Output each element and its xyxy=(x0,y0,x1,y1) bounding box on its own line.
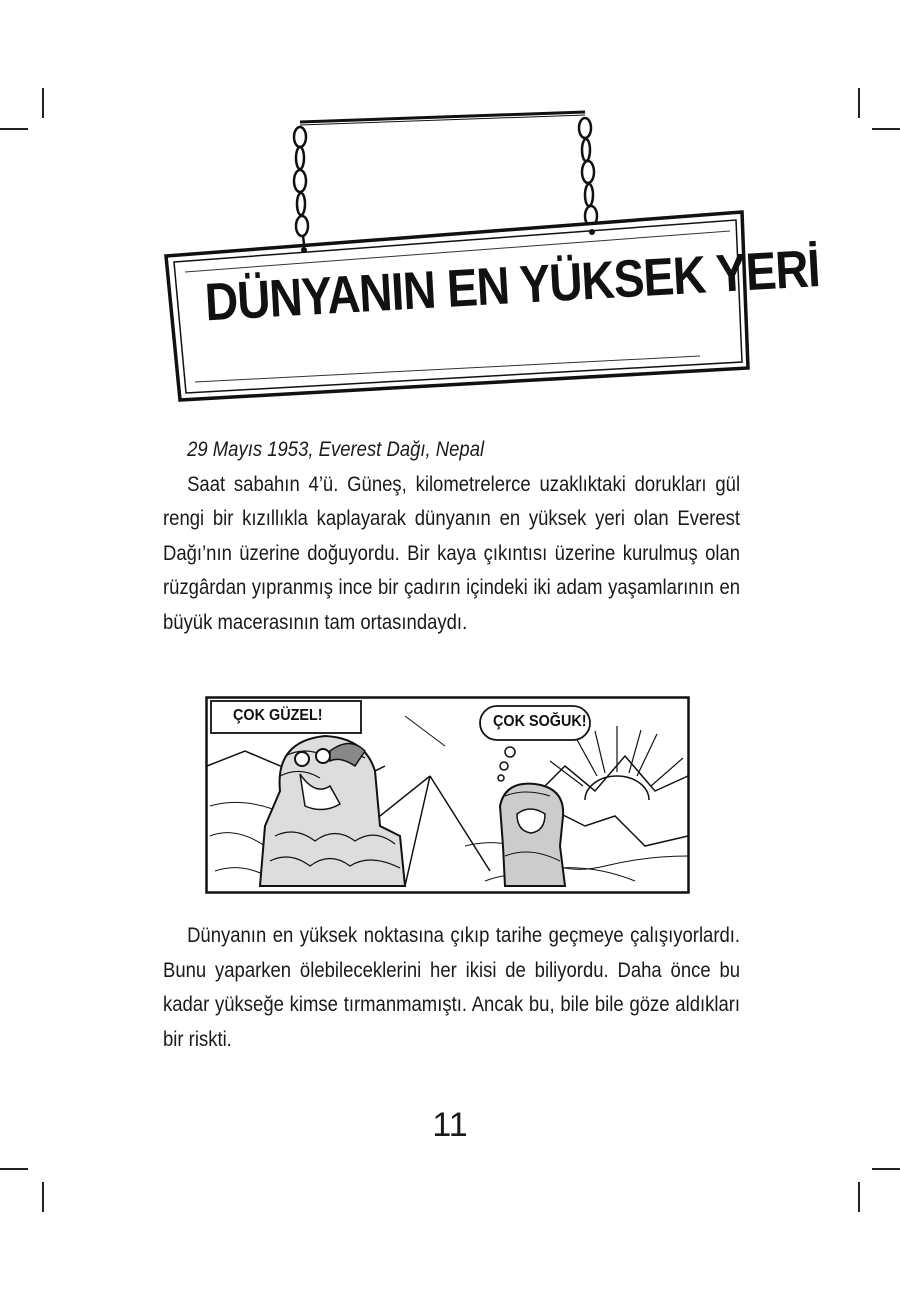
crop-mark xyxy=(858,1182,860,1212)
dateline: 29 Mayıs 1953, Everest Dağı, Nepal xyxy=(187,437,485,461)
page-number: 11 xyxy=(432,1106,468,1144)
left-chain-icon xyxy=(294,127,308,252)
crop-mark xyxy=(872,128,900,130)
right-chain-icon xyxy=(579,118,597,236)
crop-mark xyxy=(0,1168,28,1170)
crop-mark xyxy=(872,1168,900,1170)
text-block-top xyxy=(163,432,741,639)
comic-illustration xyxy=(205,696,690,894)
crop-mark xyxy=(42,88,44,118)
crop-mark xyxy=(42,1182,44,1212)
crop-mark xyxy=(0,128,28,130)
crop-mark xyxy=(858,88,860,118)
speech-bubble-left: ÇOK GÜZEL! xyxy=(233,707,323,724)
chapter-title: DÜNYANIN EN YÜKSEK YERİ xyxy=(203,237,821,332)
text-block-bottom xyxy=(163,918,741,1056)
paragraph-2: Dünyanın en yüksek noktasına çıkıp tarihe geçmeye çalışıyorlardı. Bunu yaparken ölebileceklerini her ikisi de biliyordu. Daha önce bu kadar yükseğe kimse tırmanmamıştı. Ancak bu, bile bile göze aldıkları bir riskti. xyxy=(163,923,741,1051)
thought-bubble-right: ÇOK SOĞUK! xyxy=(493,713,587,730)
paragraph-1: Saat sabahın 4’ü. Güneş, kilometrelerce uzaklıktaki dorukları gül rengi bir kızıllıkla kaplayarak dünyanın en yüksek yeri olan Everest Dağı’nın üzerine doğuyordu. Bir kaya çıkıntısı üzerine kurulmuş olan rüzgârdan yıpranmış ince bir çadırın içindeki iki adam yaşamlarının en büyük macerasının tam ortasındaydı. xyxy=(163,471,741,634)
